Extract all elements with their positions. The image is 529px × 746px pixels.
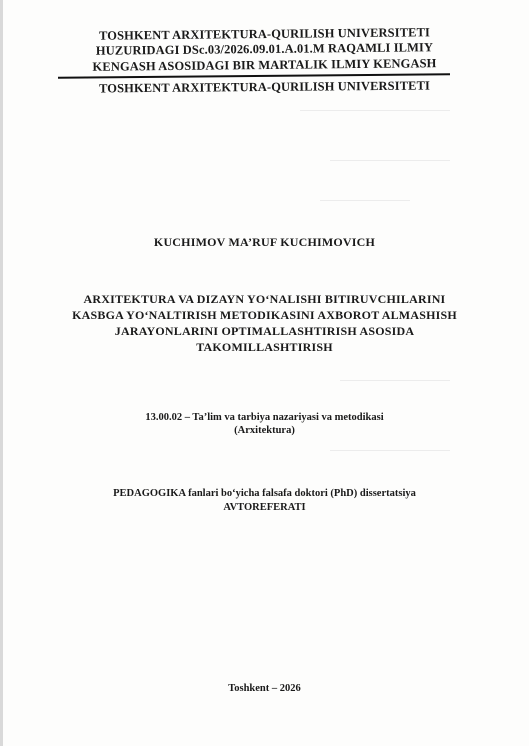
specialty-line-2: (Arxitektura) [234,425,295,436]
header-line-2: HUZURIDAGI DSc.03/2026.09.01.A.01.M RAQAMLI ILMIY [95,40,434,58]
bleed-through-mark [330,160,450,161]
header-line-3: KENGASH ASOSIDAGI BIR MARTALIK ILMIY KENGASH [92,56,437,74]
bleed-through-mark [330,450,450,451]
bleed-through-mark [300,110,450,111]
author-name: KUCHIMOV MA’RUF KUCHIMOVICH [153,235,376,249]
specialty-line-1: 13.00.02 – Ta’lim va tarbiya nazariyasi va metodikasi [145,412,384,423]
bleed-through-mark [320,200,410,201]
degree-line-2: AVTOREFERATI [223,502,306,513]
title-line-1: ARXITEKTURA VA DIZAYN YO‘NALISHI BITIRUVCHILARINI [83,292,446,306]
title-line-3: JARAYONLARINI OPTIMALLASHTIRISH ASOSIDA [114,324,415,338]
title-line-4: TAKOMILLASHTIRISH [196,340,333,354]
page-edge [0,0,3,746]
degree-line-1: PEDAGOGIKA fanlari bo‘yicha falsafa doktori (PhD) dissertatsiya [113,488,416,499]
title-line-2: KASBGA YO‘NALTIRISH METODIKASINI AXBOROT ALMASHISH [72,308,457,322]
header-line-4: TOSHKENT ARXITEKTURA-QURILISH UNIVERSITETI [98,78,431,96]
bleed-through-mark [340,380,450,381]
place-and-year: Toshkent – 2026 [228,683,301,694]
header-line-1: TOSHKENT ARXITEKTURA-QURILISH UNIVERSITETI [98,25,431,43]
